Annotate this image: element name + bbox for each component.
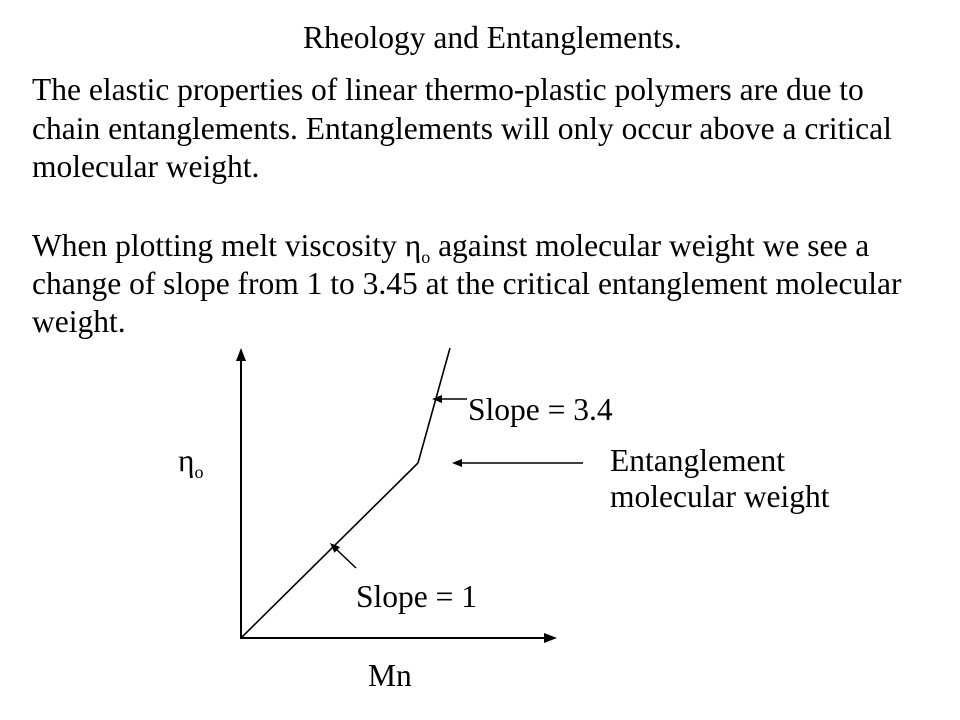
label-line: Entanglement: [610, 443, 785, 478]
x-axis-arrowhead: [544, 633, 557, 643]
entanglement-molecular-weight-label: [610, 443, 830, 515]
slope-1-pointer-line: [335, 548, 356, 568]
eta-subscript: o: [421, 247, 431, 267]
slide-title: Rheology and Entanglements.: [303, 20, 682, 55]
paragraph-entanglements-intro: [32, 71, 892, 187]
paragraph-text: When plotting melt viscosity: [32, 228, 405, 263]
entanglement-pointer-arrowhead: [452, 459, 462, 467]
y-axis-label: [178, 442, 203, 480]
paragraph-line: weight.: [32, 304, 126, 339]
y-axis-arrowhead: [236, 348, 246, 361]
label-line: molecular weight: [610, 479, 830, 514]
paragraph-viscosity-slope: [32, 227, 901, 341]
slope-3-4-label: Slope = 3.4: [468, 392, 613, 427]
paragraph-line: change of slope from 1 to 3.45 at the critical entanglement molecular: [32, 266, 902, 301]
viscosity-curve-high-slope-segment: [418, 348, 450, 463]
paragraph-line: The elastic properties of linear thermo-plastic polymers are due to: [32, 72, 864, 107]
eta-symbol: η: [404, 228, 422, 263]
eta-subscript: o: [194, 462, 204, 482]
paragraph-text: against molecular weight we see a: [430, 228, 870, 263]
paragraph-line: chain entanglements. Entanglements will only occur above a critical: [32, 110, 892, 146]
slope-1-label: Slope = 1: [356, 579, 478, 614]
paragraph-line: molecular weight.: [32, 149, 260, 184]
eta-symbol: η: [178, 443, 195, 478]
x-axis-label: Mn: [368, 658, 412, 693]
paragraph-line: [32, 227, 901, 265]
